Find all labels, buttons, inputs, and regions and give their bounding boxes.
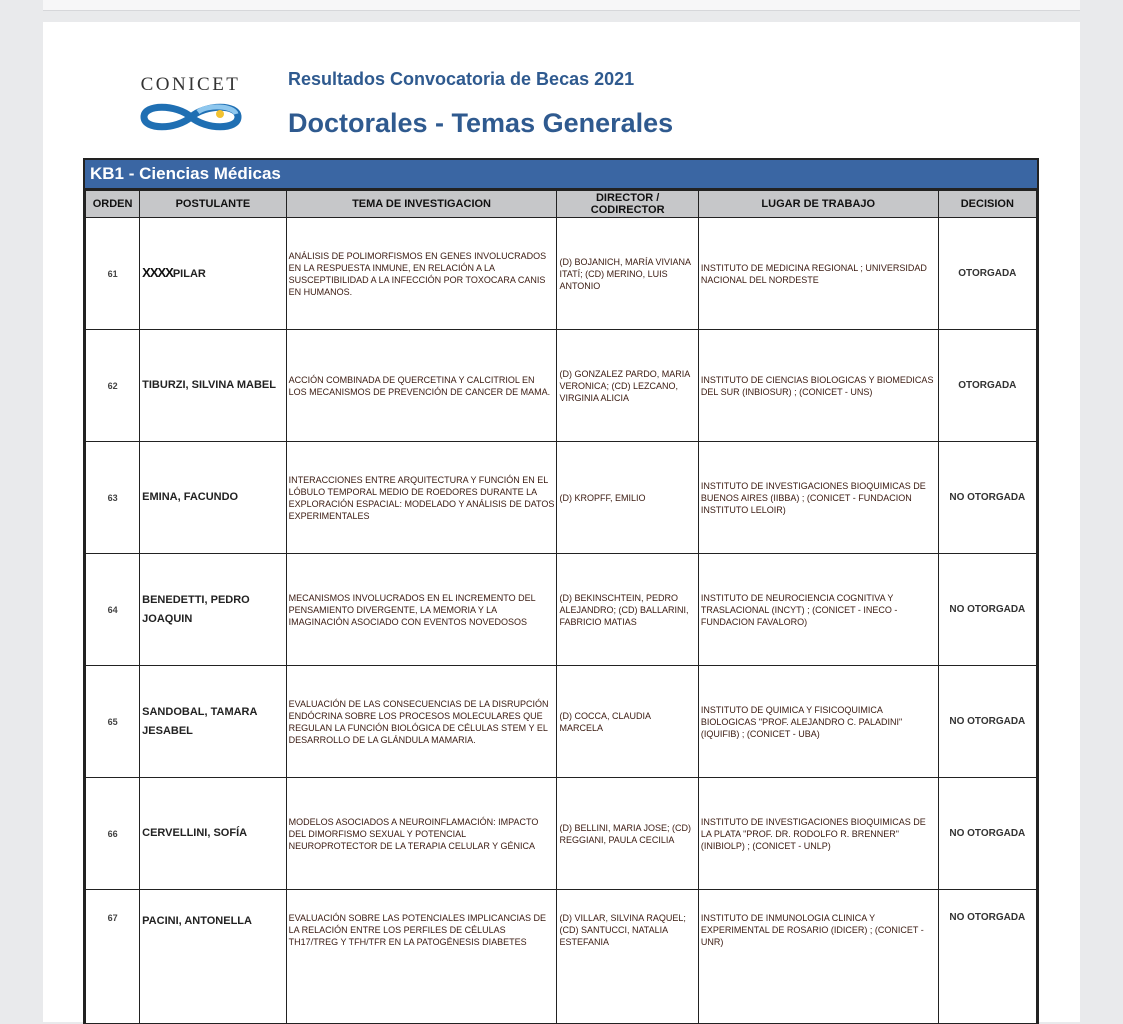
results-table — [83, 158, 1039, 1024]
decision-cell: NO OTORGADA — [938, 890, 1036, 1024]
lugar-cell: INSTITUTO DE INVESTIGACIONES BIOQUIMICAS DE BUENOS AIRES (IIBBA) ; (CONICET - FUNDACION INSTITUTO LELOIR) — [698, 442, 938, 554]
tema-cell: MECANISMOS INVOLUCRADOS EN EL INCREMENTO DEL PENSAMIENTO DIVERGENTE, LA MEMORIA Y LA IMAGINACIÓN ASOCIADO CON EVENTOS NOVEDOSOS — [286, 554, 557, 666]
lugar-cell: INSTITUTO DE INMUNOLOGIA CLINICA Y EXPERIMENTAL DE ROSARIO (IDICER) ; (CONICET - UNR) — [698, 890, 938, 1024]
tema-cell: ACCIÓN COMBINADA DE QUERCETINA Y CALCITRIOL EN LOS MECANISMOS DE PREVENCIÓN DE CANCER DE MAMA. — [286, 330, 557, 442]
decision-cell: OTORGADA — [938, 218, 1036, 330]
director-cell: (D) KROPFF, EMILIO — [557, 442, 698, 554]
director-cell: (D) COCCA, CLAUDIA MARCELA — [557, 666, 698, 778]
orden-cell: 61 — [86, 218, 140, 330]
director-cell: (D) VILLAR, SILVINA RAQUEL; (CD) SANTUCCI, NATALIA ESTEFANIA — [557, 890, 698, 1024]
postulante-cell: BENEDETTI, PEDRO JOAQUIN — [140, 554, 286, 666]
column-header-decision: DECISION — [938, 191, 1036, 218]
results-subtitle: Resultados Convocatoria de Becas 2021 — [288, 69, 635, 89]
postulante-cell: TIBURZI, SILVINA MABEL — [140, 330, 286, 442]
decision-cell: NO OTORGADA — [938, 778, 1036, 890]
section-title: KB1 - Ciencias Médicas — [85, 160, 1037, 190]
director-cell: (D) BELLINI, MARIA JOSE; (CD) REGGIANI, PAULA CECILIA — [557, 778, 698, 890]
director-cell: (D) GONZALEZ PARDO, MARIA VERONICA; (CD) LEZCANO, VIRGINIA ALICIA — [557, 330, 698, 442]
table-row — [86, 442, 1037, 554]
tema-cell: MODELOS ASOCIADOS A NEUROINFLAMACIÓN: IMPACTO DEL DIMORFISMO SEXUAL Y POTENCIAL NEUROPROTECTOR DE LA TERAPIA CELULAR Y GÉNICA — [286, 778, 557, 890]
tema-cell: EVALUACIÓN SOBRE LAS POTENCIALES IMPLICANCIAS DE LA RELACIÓN ENTRE LOS PERFILES DE CÉLULAS TH17/TREG Y TFH/TFR EN LA PATOGÉNESIS DIABETES — [286, 890, 557, 1024]
logo-text: CONICET — [140, 74, 241, 95]
column-header-lugar: LUGAR DE TRABAJO — [698, 191, 938, 218]
decision-cell: OTORGADA — [938, 330, 1036, 442]
orden-cell: 64 — [86, 554, 140, 666]
column-header-director: DIRECTOR / CODIRECTOR — [557, 191, 698, 218]
page-title: Doctorales - Temas Generales — [288, 108, 674, 138]
orden-cell: 62 — [86, 330, 140, 442]
lugar-cell: INSTITUTO DE INVESTIGACIONES BIOQUIMICAS DE LA PLATA "PROF. DR. RODOLFO R. BRENNER" (INIBIOLP) ; (CONICET - UNLP) — [698, 778, 938, 890]
postulante-cell: SANDOBAL, TAMARA JESABEL — [140, 666, 286, 778]
table-row — [86, 666, 1037, 778]
postulante-cell: PACINI, ANTONELLA — [140, 890, 286, 1024]
redacted-name: XXXX — [142, 265, 173, 280]
lugar-cell: INSTITUTO DE MEDICINA REGIONAL ; UNIVERSIDAD NACIONAL DEL NORDESTE — [698, 218, 938, 330]
director-cell: (D) BOJANICH, MARÍA VIVIANA ITATÍ; (CD) MERINO, LUIS ANTONIO — [557, 218, 698, 330]
column-header-orden: ORDEN — [86, 191, 140, 218]
document-page — [43, 22, 1080, 1022]
postulante-cell — [140, 218, 286, 330]
lugar-cell: INSTITUTO DE QUIMICA Y FISICOQUIMICA BIOLOGICAS "PROF. ALEJANDRO C. PALADINI" (IQUIFIB) ; (CONICET - UBA) — [698, 666, 938, 778]
table-row — [86, 554, 1037, 666]
conicet-logo — [128, 74, 253, 144]
postulante-cell: CERVELLINI, SOFÍA — [140, 778, 286, 890]
orden-cell: 67 — [86, 890, 140, 1024]
lugar-cell: INSTITUTO DE CIENCIAS BIOLOGICAS Y BIOMEDICAS DEL SUR (INBIOSUR) ; (CONICET - UNS) — [698, 330, 938, 442]
decision-cell: NO OTORGADA — [938, 666, 1036, 778]
table-row — [86, 778, 1037, 890]
orden-cell: 66 — [86, 778, 140, 890]
tema-cell: INTERACCIONES ENTRE ARQUITECTURA Y FUNCIÓN EN EL LÓBULO TEMPORAL MEDIO DE ROEDORES DURANTE LA EXPLORACIÓN ESPACIAL: MODELADO Y ANÁLISIS DE DATOS EXPERIMENTALES — [286, 442, 557, 554]
table-row — [86, 890, 1037, 1024]
table-row — [86, 218, 1037, 330]
orden-cell: 65 — [86, 666, 140, 778]
decision-cell: NO OTORGADA — [938, 554, 1036, 666]
decision-cell: NO OTORGADA — [938, 442, 1036, 554]
postulante-name: PILAR — [172, 268, 206, 280]
table-row — [86, 330, 1037, 442]
director-cell: (D) BEKINSCHTEIN, PEDRO ALEJANDRO; (CD) BALLARINI, FABRICIO MATIAS — [557, 554, 698, 666]
previous-page-edge — [43, 0, 1080, 11]
infinity-flag-icon — [136, 100, 246, 134]
lugar-cell: INSTITUTO DE NEUROCIENCIA COGNITIVA Y TRASLACIONAL (INCYT) ; (CONICET - INECO - FUNDACION FAVALORO) — [698, 554, 938, 666]
tema-cell: EVALUACIÓN DE LAS CONSECUENCIAS DE LA DISRUPCIÓN ENDÓCRINA SOBRE LOS PROCESOS MOLECULARES QUE REGULAN LA FUNCIÓN BIOLÓGICA DE CÉLULAS STEM Y EL DESARROLLO DE LA GLÁNDULA MAMARIA. — [286, 666, 557, 778]
postulante-cell: EMINA, FACUNDO — [140, 442, 286, 554]
orden-cell: 63 — [86, 442, 140, 554]
tema-cell: ANÁLISIS DE POLIMORFISMOS EN GENES INVOLUCRADOS EN LA RESPUESTA INMUNE, EN RELACIÓN A LA SUSCEPTIBILIDAD A LA INFECCIÓN POR TOXOCARA CANIS EN HUMANOS. — [286, 218, 557, 330]
column-header-tema: TEMA DE INVESTIGACION — [286, 191, 557, 218]
column-header-postulante: POSTULANTE — [140, 191, 286, 218]
